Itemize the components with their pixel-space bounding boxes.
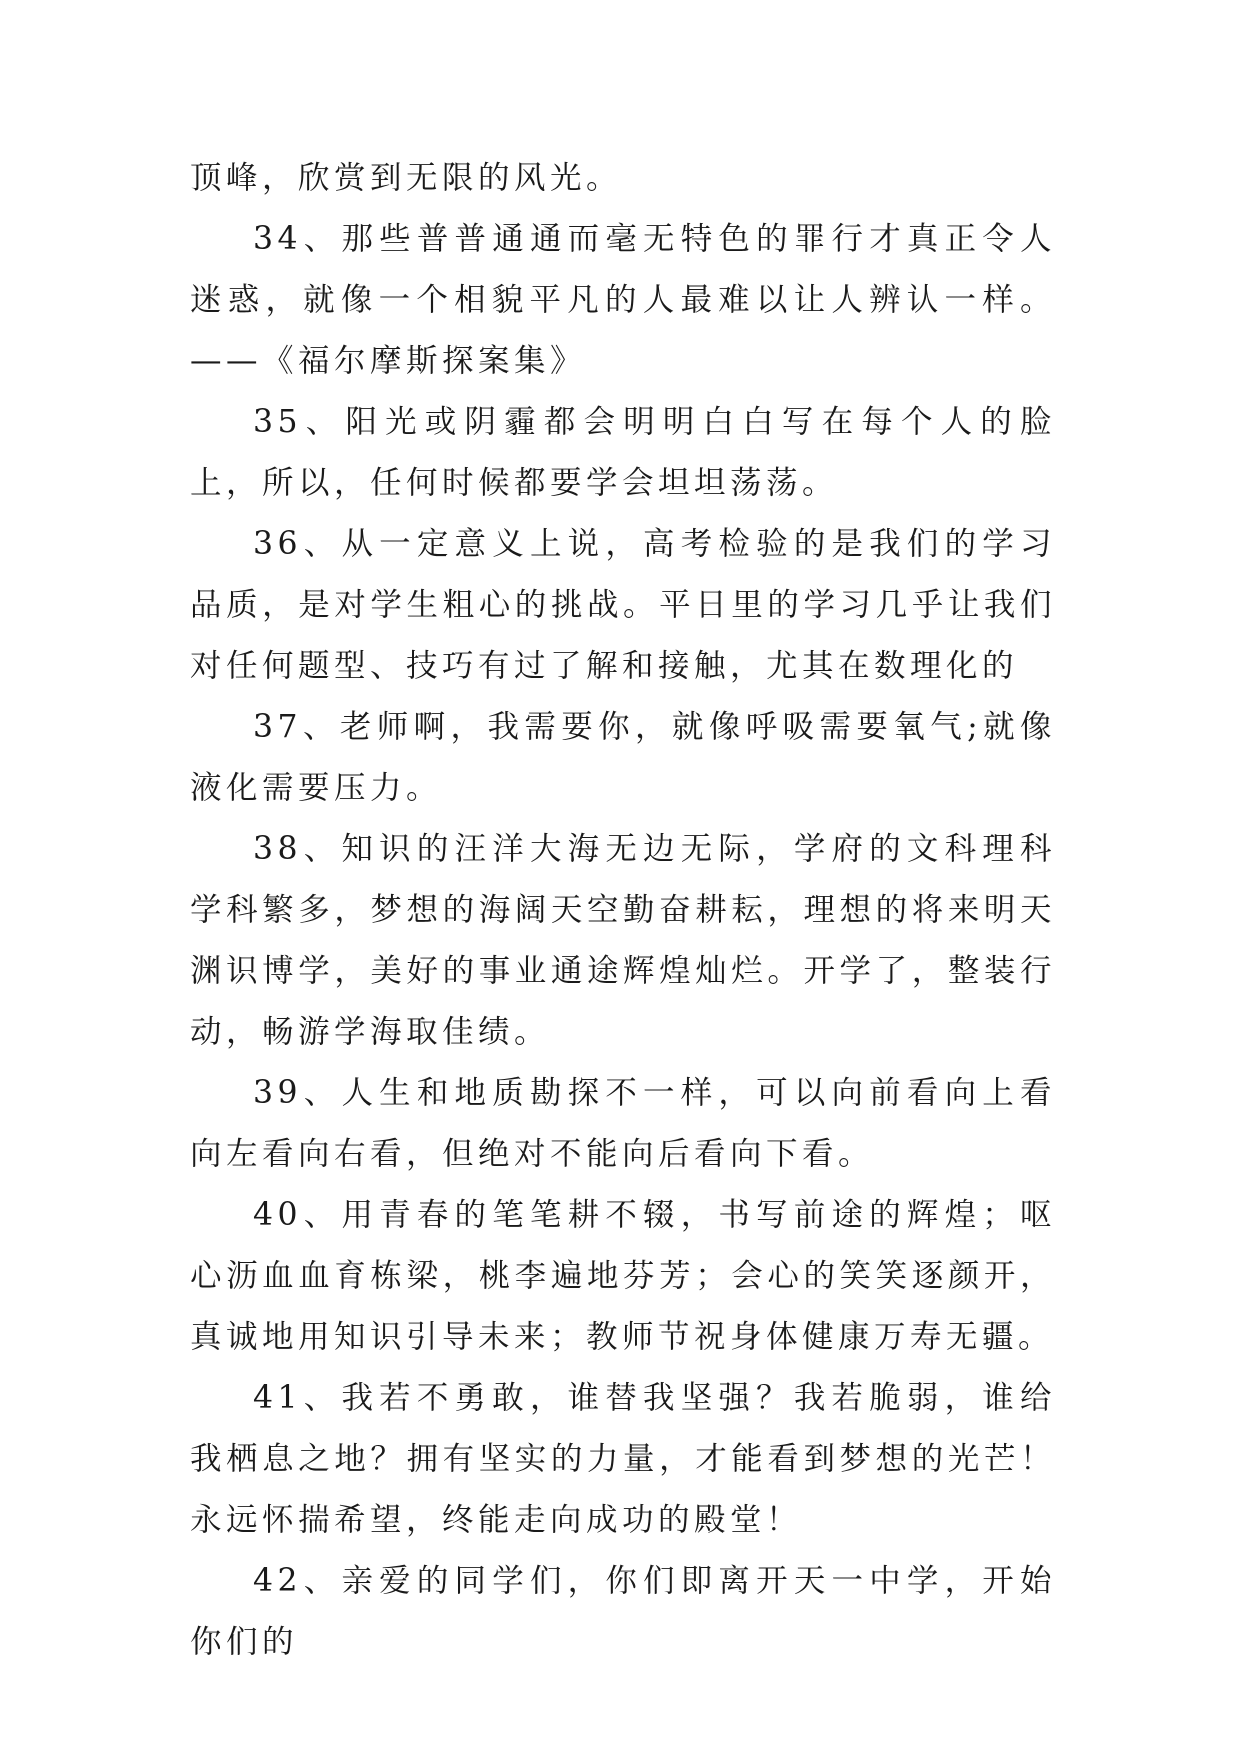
paragraph-36: 36、从一定意义上说，高考检验的是我们的学习品质，是对学生粗心的挑战。平日里的学习几乎让我们对任何题型、技巧有过了解和接触，尤其在数理化的: [190, 526, 1056, 684]
paragraph-continuation: 顶峰，欣赏到无限的风光。: [190, 160, 623, 196]
paragraph-39: 39、人生和地质勘探不一样，可以向前看向上看向左看向右看，但绝对不能向后看向下看。: [190, 1075, 1056, 1172]
paragraph-40: 40、用青春的笔笔耕不辍，书写前途的辉煌；呕心沥血血育栋梁，桃李遍地芬芳；会心的笑笑逐颜开，真诚地用知识引导未来；教师节祝身体健康万寿无疆。: [190, 1197, 1056, 1355]
paragraph-42: 42、亲爱的同学们，你们即离开天一中学，开始你们的: [190, 1563, 1056, 1660]
paragraph-37: 37、老师啊，我需要你，就像呼吸需要氧气;就像液化需要压力。: [190, 709, 1056, 806]
document-body: [190, 148, 1056, 1673]
paragraph-35: 35、阳光或阴霾都会明明白白写在每个人的脸上，所以，任何时候都要学会坦坦荡荡。: [190, 404, 1056, 501]
paragraph-38: 38、知识的汪洋大海无边无际，学府的文科理科学科繁多，梦想的海阔天空勤奋耕耘，理想的将来明天渊识博学，美好的事业通途辉煌灿烂。开学了，整装行动，畅游学海取佳绩。: [190, 831, 1056, 1050]
paragraph-34: 34、那些普普通通而毫无特色的罪行才真正令人迷惑，就像一个相貌平凡的人最难以让人辨认一样。——《福尔摩斯探案集》: [190, 221, 1056, 379]
paragraph-41: 41、我若不勇敢，谁替我坚强？我若脆弱，谁给我栖息之地？拥有坚实的力量，才能看到梦想的光芒！永远怀揣希望，终能走向成功的殿堂！: [190, 1380, 1056, 1538]
